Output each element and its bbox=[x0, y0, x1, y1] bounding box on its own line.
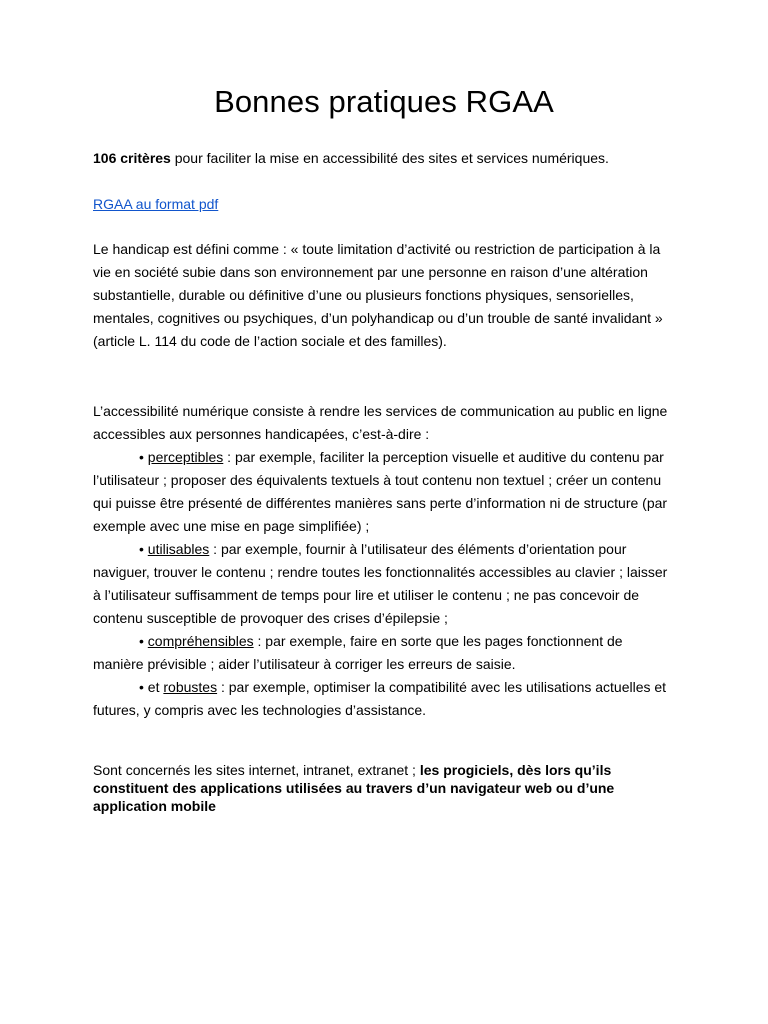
list-item-line: contenu susceptible de provoquer des crises d’épilepsie ; bbox=[93, 610, 448, 626]
item-text: : par exemple, faire en sorte que les pages fonctionnent de bbox=[253, 633, 623, 649]
list-item-line: futures, y compris avec les technologies d’assistance. bbox=[93, 702, 427, 718]
concerned-bold: constituent des applications utilisées au travers d’un navigateur web ou d’une bbox=[93, 780, 615, 796]
page-title: Bonnes pratiques RGAA bbox=[214, 84, 554, 119]
definition-line: substantielle, durable ou définitive d’une ou plusieurs fonctions physiques, sensorielles, bbox=[93, 287, 634, 303]
definition-line: mentales, cognitives ou psychiques, d’un polyhandicap ou d’un trouble de santé invalidant » bbox=[93, 310, 663, 326]
list-item-perceptibles bbox=[93, 446, 683, 538]
list-item-line: l’utilisateur ; proposer des équivalents textuels à tout contenu non textuel ; créer un contenu bbox=[93, 472, 662, 488]
item-prefix: et bbox=[147, 679, 164, 695]
concerned-bold-line bbox=[93, 797, 683, 815]
definition-line: (article L. 114 du code de l’action sociale et des familles). bbox=[93, 333, 447, 349]
list-item-first-line bbox=[93, 446, 683, 469]
list-item-robustes bbox=[93, 676, 683, 722]
intro-text: pour faciliter la mise en accessibilité des sites et services numériques. bbox=[170, 150, 609, 166]
intro-bold: 106 critères bbox=[93, 150, 171, 166]
list-item-first-line bbox=[93, 538, 683, 561]
term-perceptibles: perceptibles bbox=[147, 449, 224, 465]
bullet: • bbox=[139, 449, 148, 465]
concerned-bold: les progiciels, dès lors qu’ils bbox=[419, 762, 612, 778]
rgaa-pdf-link[interactable]: RGAA au format pdf bbox=[93, 196, 219, 212]
concerned-bold-line bbox=[93, 779, 683, 797]
definition-paragraph bbox=[93, 238, 683, 353]
list-item-line: exemple avec une mise en page simplifiée) ; bbox=[93, 518, 370, 534]
bullet: • bbox=[139, 541, 148, 557]
definition-line: vie en société subie dans son environnement par une personne en raison d’une altération bbox=[93, 264, 648, 280]
list-item-first-line bbox=[93, 676, 683, 699]
term-comprehensibles: compréhensibles bbox=[147, 633, 254, 649]
concerned-first-line bbox=[93, 759, 683, 779]
item-text: : par exemple, optimiser la compatibilité avec les utilisations actuelles et bbox=[217, 679, 667, 695]
accessibility-paragraph bbox=[93, 400, 683, 722]
item-text: : par exemple, faciliter la perception visuelle et auditive du contenu par bbox=[223, 449, 664, 465]
intro-paragraph bbox=[93, 149, 683, 167]
list-item-line: qui puisse être présenté de différentes manières sans perte d’information ni de structure (par bbox=[93, 495, 668, 511]
term-robustes: robustes bbox=[163, 679, 218, 695]
accessibility-line: L’accessibilité numérique consiste à rendre les services de communication au public en ligne bbox=[93, 403, 668, 419]
bullet: • bbox=[139, 679, 148, 695]
list-item-comprehensibles bbox=[93, 630, 683, 676]
list-item-first-line bbox=[93, 630, 683, 653]
pdf-link-paragraph bbox=[93, 195, 683, 213]
concerned-bold: application mobile bbox=[93, 798, 216, 814]
term-utilisables: utilisables bbox=[147, 541, 210, 557]
bullet: • bbox=[139, 633, 148, 649]
accessibility-line: accessibles aux personnes handicapées, c’est-à-dire : bbox=[93, 426, 430, 442]
list-item-line: manière prévisible ; aider l’utilisateur à corriger les erreurs de saisie. bbox=[93, 656, 516, 672]
list-item-line: naviguer, trouver le contenu ; rendre toutes les fonctionnalités accessibles au clavier ; laisser bbox=[93, 564, 668, 580]
item-text: : par exemple, fournir à l’utilisateur des éléments d’orientation pour bbox=[209, 541, 627, 557]
list-item-line: à l’utilisateur suffisamment de temps pour lire et utiliser le contenu ; ne pas concevoir de bbox=[93, 587, 640, 603]
list-item-utilisables bbox=[93, 538, 683, 630]
concerned-paragraph bbox=[93, 759, 683, 815]
concerned-plain: Sont concernés les sites internet, intranet, extranet ; bbox=[93, 762, 420, 778]
definition-line: Le handicap est défini comme : « toute limitation d’activité ou restriction de participation à la bbox=[93, 241, 661, 257]
